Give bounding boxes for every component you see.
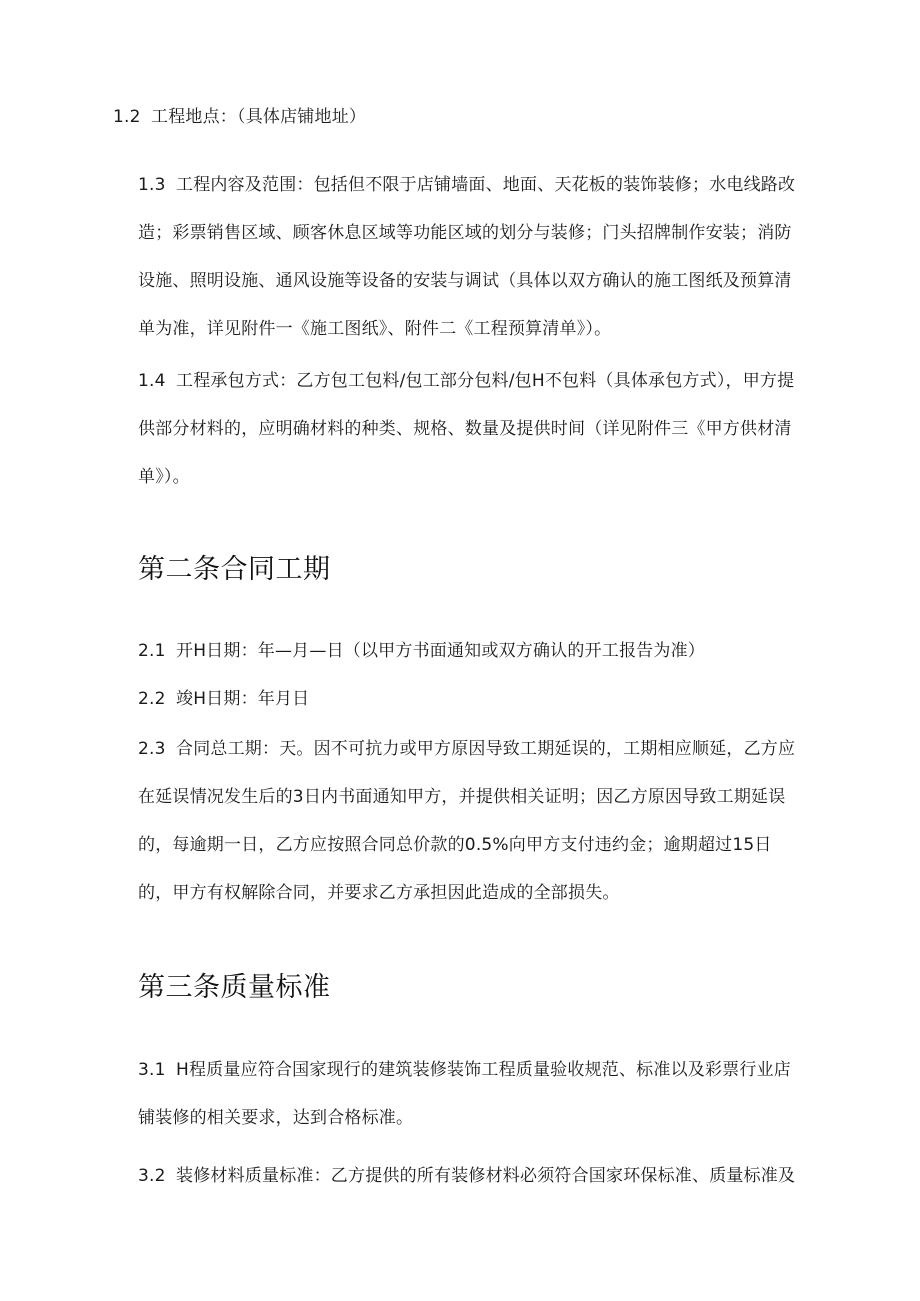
clause-1-2 (113, 93, 773, 141)
clause-number: 1.3 (138, 175, 166, 195)
clause-text: 合同总工期：天。因不可抗力或甲方原因导致工期延误的，工期相应顺延，乙方应在延误情况发生后的3日内书面通知甲方，并提供相关证明；因乙方原因导致工期延误的，每逾期一日，乙方应按照合同总价款的0.5%向甲方支付违约金；逾期超过15日的，甲方有权解除合同，并要求乙方承担因此造成的全部损失。 (138, 739, 796, 903)
clause-number: 3.2 (138, 1166, 166, 1186)
clause-number: 2.3 (138, 739, 166, 759)
clause-number: 2.2 (138, 689, 166, 709)
article-3-heading: 第三条质量标准 (138, 972, 331, 1003)
clause-text: 工程地点：（具体店铺地址） (151, 107, 367, 127)
clause-2-2 (138, 675, 798, 723)
clause-2-3 (138, 725, 798, 917)
clause-3-1 (138, 1046, 798, 1142)
clause-number: 1.4 (138, 371, 166, 391)
clause-1-4 (138, 357, 798, 501)
clause-text: 开H日期：年—月—日（以甲方书面通知或双方确认的开工报告为准） (176, 641, 705, 661)
clause-text: 工程承包方式：乙方包工包料/包工部分包料/包H不包料（具体承包方式），甲方提供部分材料的，应明确材料的种类、规格、数量及提供时间（详见附件三《甲方供材清单》）。 (138, 371, 795, 487)
clause-number: 2.1 (138, 641, 166, 661)
article-2-heading: 第二条合同工期 (138, 554, 331, 585)
clause-text: 竣H日期：年月日 (176, 689, 310, 709)
clause-number: 3.1 (138, 1060, 166, 1080)
clause-text: 工程内容及范围：包括但不限于店铺墙面、地面、天花板的装饰装修；水电线路改造；彩票销售区域、顾客休息区域等功能区域的划分与装修；门头招牌制作安装；消防设施、照明设施、通风设施等设备的安装与调试（具体以双方确认的施工图纸及预算清单为准，详见附件一《施工图纸》、附件二《工程预算清单》）。 (138, 175, 796, 339)
clause-3-2 (138, 1152, 798, 1200)
clause-2-1 (138, 627, 798, 675)
clause-number: 1.2 (113, 107, 141, 127)
clause-text: H程质量应符合国家现行的建筑装修装饰工程质量验收规范、标准以及彩票行业店铺装修的相关要求，达到合格标准。 (138, 1060, 791, 1128)
clause-text: 装修材料质量标准：乙方提供的所有装修材料必须符合国家环保标准、质量标准及 (176, 1166, 796, 1186)
clause-1-3 (138, 161, 798, 353)
